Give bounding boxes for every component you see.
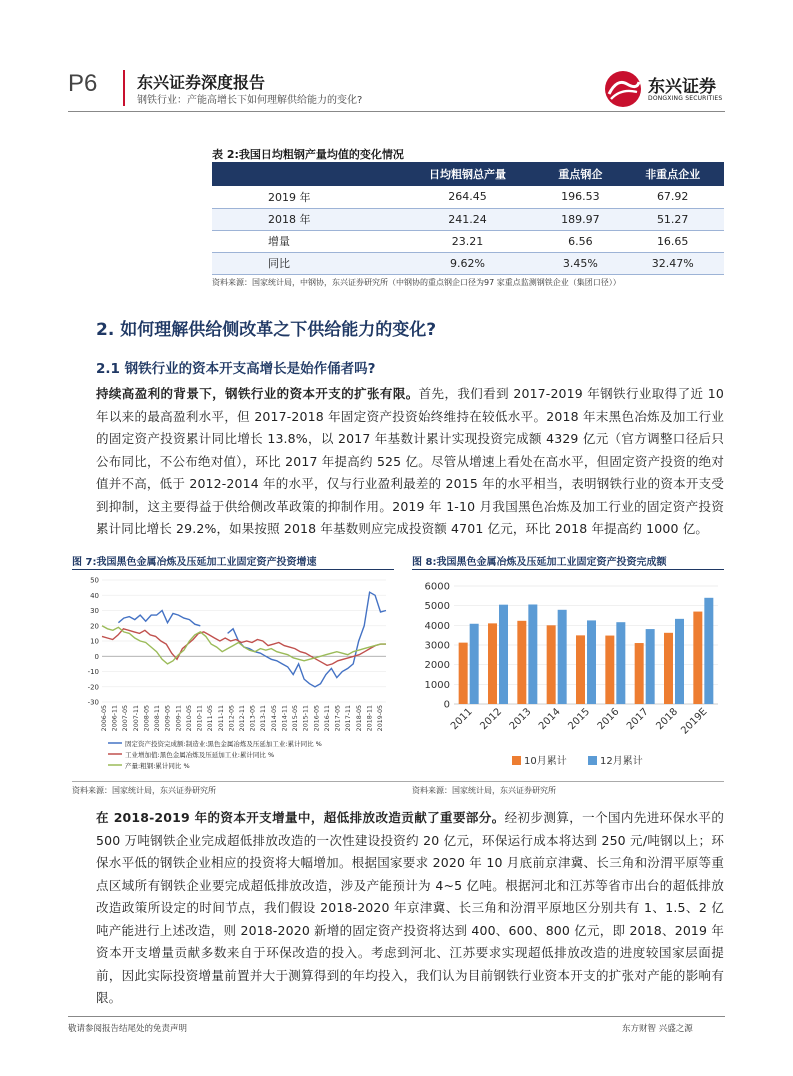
header-rule bbox=[68, 111, 725, 112]
table-cell: 3.45% bbox=[539, 252, 621, 274]
bar-oct-2015 bbox=[576, 635, 585, 704]
table-header-cell: 日均粗钢总产量 bbox=[396, 162, 540, 186]
legend-label: 产量:粗钢:累计同比 % bbox=[125, 762, 190, 770]
x-tick-label: 2015-05 bbox=[292, 705, 300, 732]
table-cell: 2018 年 bbox=[212, 208, 396, 230]
table-cell: 6.56 bbox=[539, 230, 621, 252]
logo-cn-text: 东兴证券 bbox=[648, 77, 716, 97]
legend-swatch bbox=[588, 756, 597, 765]
x-tick-label: 2019E bbox=[679, 706, 710, 737]
x-tick-label: 2011 bbox=[449, 706, 475, 733]
figure-7-line-chart bbox=[72, 572, 394, 780]
figure-7-rule bbox=[72, 569, 394, 570]
table-cell: 16.65 bbox=[621, 230, 724, 252]
x-tick-label: 2016-05 bbox=[313, 705, 321, 732]
bar-dec-2011 bbox=[470, 624, 479, 704]
paragraph-2-body: 经初步测算，一个国内先进环保水平的 500 万吨钢铁企业完成超低排放改造的一次性建设投资约 20 亿元，环保运行成本将达到 250 元/吨钢以上；环保水平低的钢铁企业相应的投资将大幅增加。根据国家要求 2020 年 10 月底前京津冀、长三角和汾渭平原等重点区域所有钢铁企业要完成超低排放改造，涉及产能预计为 4~5 亿吨。根据河北和江苏等省市出台的超低排放改造政策所设定的时间节点，我们假设 2018-2020 年京津冀、长三角和汾渭平原地区分别共有 1、1.5、2 亿吨产能进行上述改造，则 2018-2020 新增的固定资产投资将达到 400、600、800 亿元，即 2018、2019 年资本开支增量贡献多数来自于环保改造的投入。考虑到河北、江苏要求实现超低排放改造的进度较国家层面提前，因此实际投资增量前置并大于测算得到的年均投入，我们认为目前钢铁行业资本开支的扩张对产能的影响有限。 bbox=[96, 810, 724, 1005]
table-cell: 67.92 bbox=[621, 186, 724, 208]
bar-oct-2012 bbox=[488, 623, 497, 704]
bar-oct-2019E bbox=[693, 612, 702, 704]
y-tick-label: 2000 bbox=[424, 660, 450, 672]
y-tick-label: 50 bbox=[90, 576, 99, 585]
x-tick-label: 2013-11 bbox=[260, 705, 268, 732]
paragraph-1-body: 首先，我们看到 2017-2019 年钢铁行业取得了近 10 年以来的最高盈利水平，但 2017-2018 年固定资产投资始终维持在较低水平。2018 年末黑色冶炼及加工行业的固定资产投资累计同比增长 13.8%，以 2017 年基数计累计实现投资完成额 4329 亿元（官方调整口径后只公布同比，不公布绝对值），环比 2017 年提高约 525 亿。尽管从增速上看处在高水平，但固定资产投资的绝对值并不高，低于 2012-2014 年的水平，仅与行业盈利最差的 2015 年的水平相当，表明钢铁行业的资本开支受到抑制，这主要得益于供给侧改革政策的抑制作用。2019 年 1-10 月我国黑色冶炼及加工行业的固定资产投资累计同比增长 29.2%，如果按照 2018 年基数则应完成投资额 4701 亿元，环比 2018 年提高约 1000 亿。 bbox=[96, 386, 724, 536]
y-tick-label: 1000 bbox=[424, 679, 450, 691]
x-tick-label: 2011-11 bbox=[217, 705, 225, 732]
x-tick-label: 2015-11 bbox=[302, 705, 310, 732]
table-cell: 23.21 bbox=[396, 230, 540, 252]
table-cell: 9.62% bbox=[396, 252, 540, 274]
bar-oct-2013 bbox=[517, 621, 526, 704]
paragraph-2-lead: 在 2018-2019 年的资本开支增量中，超低排放改造贡献了重要部分。 bbox=[96, 810, 505, 825]
table-row bbox=[212, 230, 724, 252]
table-cell: 增量 bbox=[212, 230, 396, 252]
figure-8-caption: 图 8:我国黑色金属冶炼及压延加工业固定资产投资完成额 bbox=[412, 557, 667, 568]
table-caption: 表 2:我国日均粗钢产量均值的变化情况 bbox=[212, 148, 404, 161]
y-tick-label: 6000 bbox=[424, 581, 450, 593]
series-line-2 bbox=[102, 626, 386, 664]
bar-oct-2011 bbox=[459, 643, 468, 704]
x-tick-label: 2009-05 bbox=[164, 705, 172, 732]
table-cell: 同比 bbox=[212, 252, 396, 274]
bar-dec-2012 bbox=[499, 605, 508, 704]
y-tick-label: -10 bbox=[87, 668, 99, 676]
x-tick-label: 2007-11 bbox=[132, 705, 140, 732]
table-header-row bbox=[212, 162, 724, 186]
bar-dec-2017 bbox=[646, 629, 655, 704]
figure-8-bar-chart bbox=[412, 572, 724, 780]
y-tick-label: 5000 bbox=[424, 601, 450, 613]
x-tick-label: 2013-05 bbox=[249, 705, 257, 732]
x-tick-label: 2013 bbox=[507, 706, 534, 733]
table-source: 资料来源：国家统计局，中钢协，东兴证券研究所（中钢协的重点钢企口径为97 家重点监测钢铁企业（集团口径）） bbox=[212, 278, 621, 287]
x-tick-label: 2015 bbox=[566, 706, 593, 733]
table-header-cell bbox=[212, 162, 396, 186]
figure-7-caption: 图 7:我国黑色金属冶炼及压延加工业固定资产投资增速 bbox=[72, 557, 317, 568]
header-divider bbox=[123, 70, 125, 106]
x-tick-label: 2012 bbox=[478, 706, 505, 733]
bar-oct-2014 bbox=[547, 625, 556, 704]
bar-oct-2017 bbox=[635, 643, 644, 704]
y-tick-label: 4000 bbox=[424, 620, 450, 632]
x-tick-label: 2018-11 bbox=[366, 705, 374, 732]
figure-7-source: 资料来源：国家统计局，东兴证券研究所 bbox=[72, 786, 216, 795]
legend-swatch bbox=[512, 756, 521, 765]
y-tick-label: 30 bbox=[90, 607, 99, 615]
table-header-cell: 非重点企业 bbox=[621, 162, 724, 186]
bar-dec-2019E bbox=[704, 598, 713, 704]
y-tick-label: 40 bbox=[90, 591, 99, 600]
y-tick-label: -30 bbox=[87, 698, 99, 707]
bar-oct-2016 bbox=[605, 636, 614, 704]
y-tick-label: 20 bbox=[90, 622, 99, 631]
table-row bbox=[212, 208, 724, 230]
bar-dec-2018 bbox=[675, 619, 684, 704]
figure-bottom-rule bbox=[72, 781, 724, 782]
footer-slogan: 东方财智 兴盛之源 bbox=[622, 1024, 693, 1034]
x-tick-label: 2017 bbox=[625, 706, 651, 733]
footer-disclaimer: 敬请参阅报告结尾处的免责声明 bbox=[68, 1024, 188, 1034]
x-tick-label: 2017-05 bbox=[334, 705, 342, 732]
x-tick-label: 2007-05 bbox=[122, 705, 130, 732]
x-tick-label: 2016 bbox=[595, 706, 622, 733]
y-tick-label: 0 bbox=[443, 699, 450, 711]
figure-8-rule bbox=[412, 569, 724, 570]
y-tick-label: 0 bbox=[94, 652, 99, 661]
legend-label: 固定资产投资完成额:制造业:黑色金属冶炼及压延加工业:累计同比 % bbox=[125, 740, 322, 748]
footer-rule bbox=[68, 1016, 725, 1017]
section-heading: 2. 如何理解供给侧改革之下供给能力的变化? bbox=[96, 320, 437, 340]
table-header-cell: 重点钢企 bbox=[539, 162, 621, 186]
table-row bbox=[212, 186, 724, 208]
legend-label: 10月累计 bbox=[524, 756, 567, 767]
table-cell: 241.24 bbox=[396, 208, 540, 230]
paragraph-1-lead: 持续高盈利的背景下，钢铁行业的资本开支的扩张有限。 bbox=[96, 386, 419, 401]
x-tick-label: 2008-11 bbox=[154, 705, 162, 732]
table-cell: 189.97 bbox=[539, 208, 621, 230]
table-cell: 32.47% bbox=[621, 252, 724, 274]
data-table bbox=[212, 162, 724, 275]
table-cell: 264.45 bbox=[396, 186, 540, 208]
legend-label: 12月累计 bbox=[600, 756, 643, 767]
paragraph-1 bbox=[96, 383, 724, 541]
x-tick-label: 2006-05 bbox=[101, 705, 108, 732]
x-tick-label: 2017-11 bbox=[345, 705, 353, 732]
x-tick-label: 2010-11 bbox=[196, 705, 204, 732]
bar-dec-2013 bbox=[528, 604, 537, 704]
x-tick-label: 2016-11 bbox=[323, 705, 331, 732]
report-title: 东兴证券深度报告 bbox=[137, 73, 266, 92]
logo-en-text: DONGXING SECURITIES bbox=[648, 95, 723, 102]
paragraph-2 bbox=[96, 807, 724, 1010]
x-tick-label: 2019-05 bbox=[377, 705, 384, 732]
table-cell: 196.53 bbox=[539, 186, 621, 208]
page-number: P6 bbox=[68, 70, 98, 97]
bar-dec-2014 bbox=[558, 610, 567, 704]
x-tick-label: 2014-11 bbox=[281, 705, 289, 732]
subsection-heading: 2.1 钢铁行业的资本开支高增长是始作俑者吗? bbox=[96, 361, 376, 377]
x-tick-label: 2011-05 bbox=[207, 705, 215, 732]
x-tick-label: 2018-05 bbox=[355, 705, 363, 732]
bar-dec-2015 bbox=[587, 620, 596, 704]
x-tick-label: 2010-05 bbox=[185, 705, 193, 732]
y-tick-label: 10 bbox=[90, 637, 99, 646]
legend-label: 工业增加值:黑色金属冶炼及压延加工业:累计同比 % bbox=[125, 751, 275, 759]
y-tick-label: 3000 bbox=[424, 640, 450, 652]
x-tick-label: 2008-05 bbox=[143, 705, 151, 732]
x-tick-label: 2014-05 bbox=[270, 705, 278, 732]
bar-oct-2018 bbox=[664, 633, 673, 704]
figure-8-source: 资料来源：国家统计局，东兴证券研究所 bbox=[412, 786, 556, 795]
table-row bbox=[212, 252, 724, 274]
y-tick-label: -20 bbox=[87, 683, 99, 692]
x-tick-label: 2006-11 bbox=[111, 705, 119, 732]
x-tick-label: 2009-11 bbox=[175, 705, 183, 732]
x-tick-label: 2018 bbox=[654, 706, 681, 733]
bar-dec-2016 bbox=[616, 622, 625, 704]
x-tick-label: 2012-11 bbox=[239, 705, 246, 732]
x-tick-label: 2012-05 bbox=[228, 705, 236, 732]
table-cell: 2019 年 bbox=[212, 186, 396, 208]
x-tick-label: 2014 bbox=[537, 706, 563, 733]
report-subtitle: 钢铁行业：产能高增长下如何理解供给能力的变化? bbox=[137, 95, 363, 106]
table-cell: 51.27 bbox=[621, 208, 724, 230]
